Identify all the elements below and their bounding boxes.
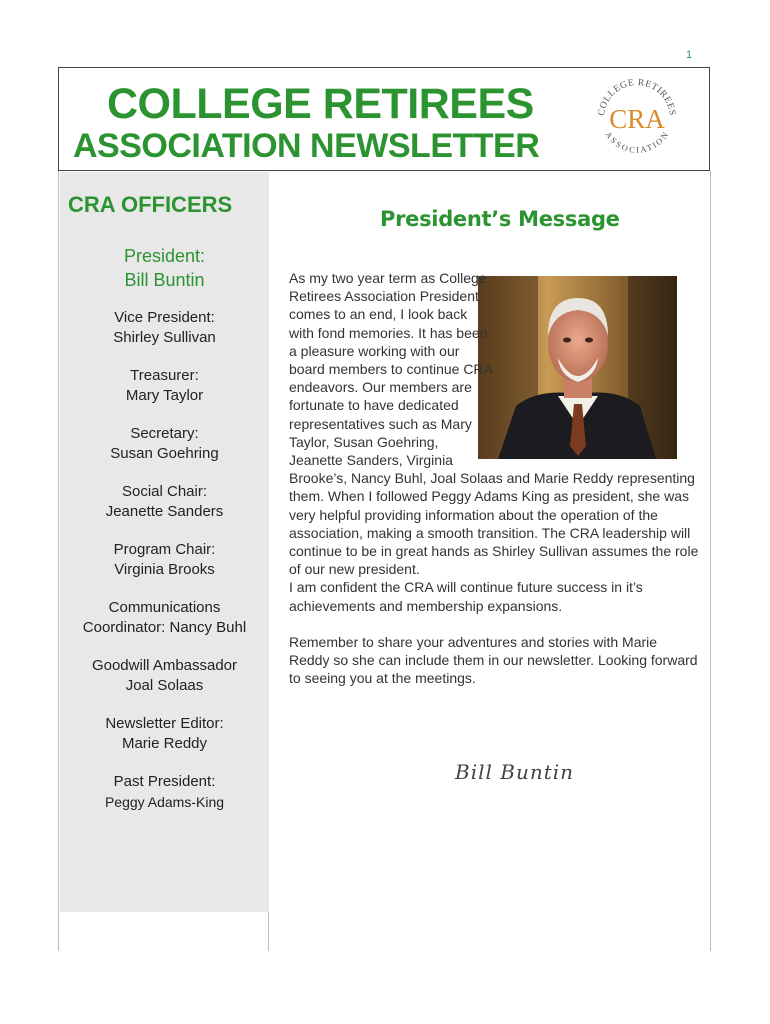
officer-name: Marie Reddy xyxy=(121,735,208,752)
officer-name: Peggy Adams-King xyxy=(104,794,225,810)
officer-role: Goodwill Ambassador xyxy=(91,657,238,674)
officer-role: President: xyxy=(123,246,206,266)
frame-left-rule xyxy=(58,171,59,951)
officer-role: Communications xyxy=(108,599,221,616)
officer-goodwill-ambassador xyxy=(60,656,269,696)
officer-vice-president xyxy=(60,308,269,348)
officer-name: Shirley Sullivan xyxy=(113,329,216,346)
title-line-2: ASSOCIATION NEWSLETTER xyxy=(73,127,540,165)
newsletter-header xyxy=(58,67,710,171)
officer-past-president xyxy=(60,772,269,812)
officer-role: Social Chair: xyxy=(121,483,208,500)
officer-name: Coordinator: Nancy Buhl xyxy=(82,619,247,636)
officer-communications xyxy=(60,598,269,638)
officer-role: Secretary: xyxy=(130,425,199,442)
officer-name: Susan Goehring xyxy=(110,445,219,462)
logo-ring-bottom: ASSOCIATION xyxy=(603,129,671,155)
frame-right-rule xyxy=(710,171,711,951)
officer-treasurer xyxy=(60,366,269,406)
officer-role: Newsletter Editor: xyxy=(105,715,224,732)
officer-secretary xyxy=(60,424,269,464)
officers-sidebar xyxy=(60,172,269,912)
page-number: 1 xyxy=(686,49,693,61)
officer-role: Vice President: xyxy=(114,309,215,326)
officer-role: Treasurer: xyxy=(130,367,199,384)
logo-ring-top: COLLEGE RETIREES xyxy=(596,77,677,117)
officer-name: Virginia Brooks xyxy=(114,561,215,578)
officer-name: Jeanette Sanders xyxy=(105,503,224,520)
officer-program-chair xyxy=(60,540,269,580)
message-paragraph-1: As my two year term as College Retirees Association President comes to an end, I look back with fond memories. It has been a pleasure working with our board members to continue CRA endeavors. Our members are fortunate to have dedicated representatives such as Mary Taylor, Susan Goehring, Jeanette Sanders, Virginia Brooke’s, Nancy Buhl, Joal Solaas and Marie Reddy representing them. When I followed Peggy Adams King as president, she was very helpful providing information about the operation of the association, making a smooth transition. The CRA leadership will continue to be in great hands as Shirley Sullivan assumes the role of our new president. xyxy=(289,270,699,578)
officer-president xyxy=(60,244,269,292)
officer-social-chair xyxy=(60,482,269,522)
message-paragraph-1b: I am confident the CRA will continue future success in it’s achievements and membership expansions. xyxy=(289,579,643,614)
presidents-message-body xyxy=(289,269,699,687)
frame-mid-rule xyxy=(268,912,269,951)
officers-heading: CRA OFFICERS xyxy=(68,192,233,217)
officer-name: Mary Taylor xyxy=(125,387,204,404)
officer-role: Program Chair: xyxy=(113,541,216,558)
title-line-1: COLLEGE RETIREES xyxy=(107,80,534,128)
photo-text-wrap xyxy=(495,269,699,467)
message-paragraph-2: Remember to share your adventures and stories with Marie Reddy so she can include them in our newsletter. Looking forward to seeing you at the meetings. xyxy=(289,633,698,687)
signature: Bill Buntin xyxy=(455,760,575,784)
logo-center-text: CRA xyxy=(609,104,665,134)
officers-list xyxy=(60,244,269,830)
officer-name: Joal Solaas xyxy=(125,677,204,694)
cra-logo xyxy=(594,72,680,164)
officer-name: Bill Buntin xyxy=(124,270,205,290)
officer-newsletter-editor xyxy=(60,714,269,754)
officer-role: Past President: xyxy=(113,773,216,790)
presidents-message-heading: President’s Message xyxy=(380,207,620,231)
